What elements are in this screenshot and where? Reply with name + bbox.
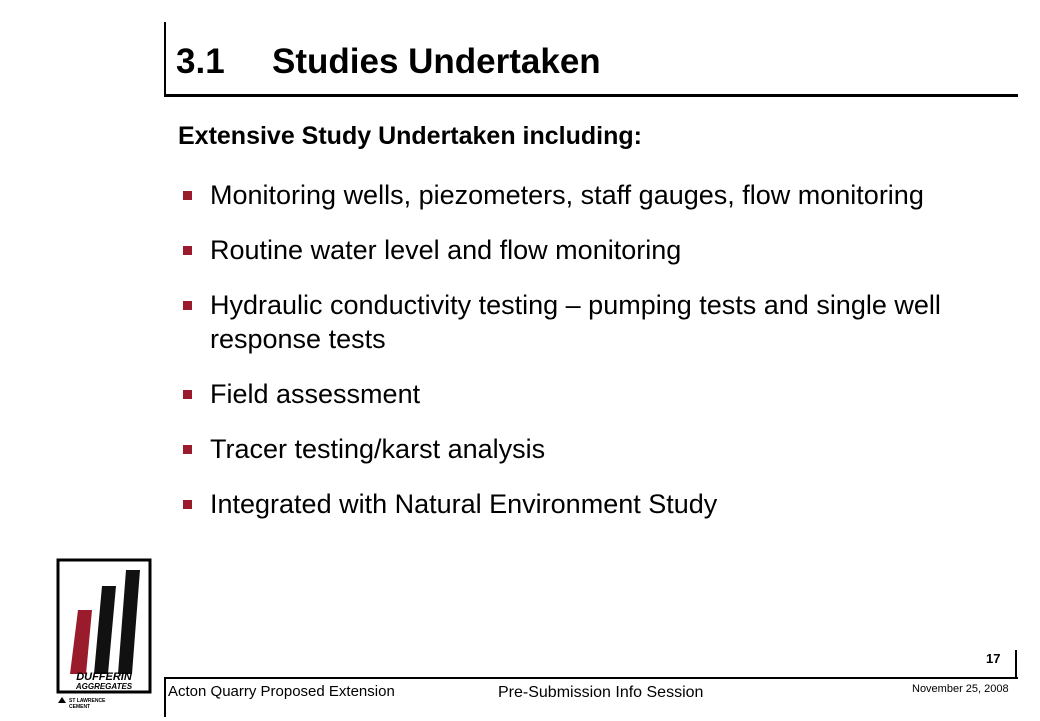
footer-rule — [164, 677, 1018, 679]
bullet-text: Monitoring wells, piezometers, staff gauges, flow monitoring — [210, 180, 924, 210]
bullet-text: Hydraulic conductivity testing – pumping tests and single well response tests — [210, 290, 941, 354]
square-bullet-icon — [183, 390, 192, 399]
bullet-item — [178, 377, 968, 411]
logo-parent-mark — [58, 697, 66, 703]
footer-left-rule — [164, 677, 166, 717]
footer-session: Pre-Submission Info Session — [498, 684, 704, 701]
footer-date: November 25, 2008 — [912, 683, 1009, 695]
bullet-item — [178, 432, 968, 466]
footer-project: Acton Quarry Proposed Extension — [168, 683, 395, 700]
bullet-item — [178, 288, 968, 356]
section-number: 3.1 — [176, 42, 225, 81]
page-number: 17 — [986, 651, 1001, 666]
title-left-rule — [164, 22, 166, 96]
dufferin-aggregates-logo — [44, 556, 156, 716]
logo-parent-line1: ST LAWRENCE — [69, 698, 106, 704]
page-number-rule — [1015, 650, 1017, 678]
bullet-list — [178, 178, 968, 542]
title-underline — [164, 94, 1018, 97]
bullet-text: Tracer testing/karst analysis — [210, 434, 546, 464]
bullet-text: Field assessment — [210, 379, 421, 409]
square-bullet-icon — [183, 500, 192, 509]
square-bullet-icon — [183, 445, 192, 454]
logo-parent-line2: CEMENT — [69, 704, 91, 710]
slide-subheading: Extensive Study Undertaken including: — [178, 122, 642, 150]
square-bullet-icon — [183, 301, 192, 310]
square-bullet-icon — [183, 191, 192, 200]
logo-brand-line1: DUFFERIN — [76, 671, 132, 683]
square-bullet-icon — [183, 246, 192, 255]
bullet-item — [178, 178, 968, 212]
slide-title — [176, 44, 601, 79]
title-text: Studies Undertaken — [272, 42, 601, 81]
logo-graphic — [44, 556, 156, 716]
bullet-item — [178, 233, 968, 267]
bullet-text: Integrated with Natural Environment Study — [210, 489, 718, 519]
logo-brand-line2: AGGREGATES — [75, 682, 133, 691]
bullet-item — [178, 487, 968, 521]
bullet-text: Routine water level and flow monitoring — [210, 235, 682, 265]
